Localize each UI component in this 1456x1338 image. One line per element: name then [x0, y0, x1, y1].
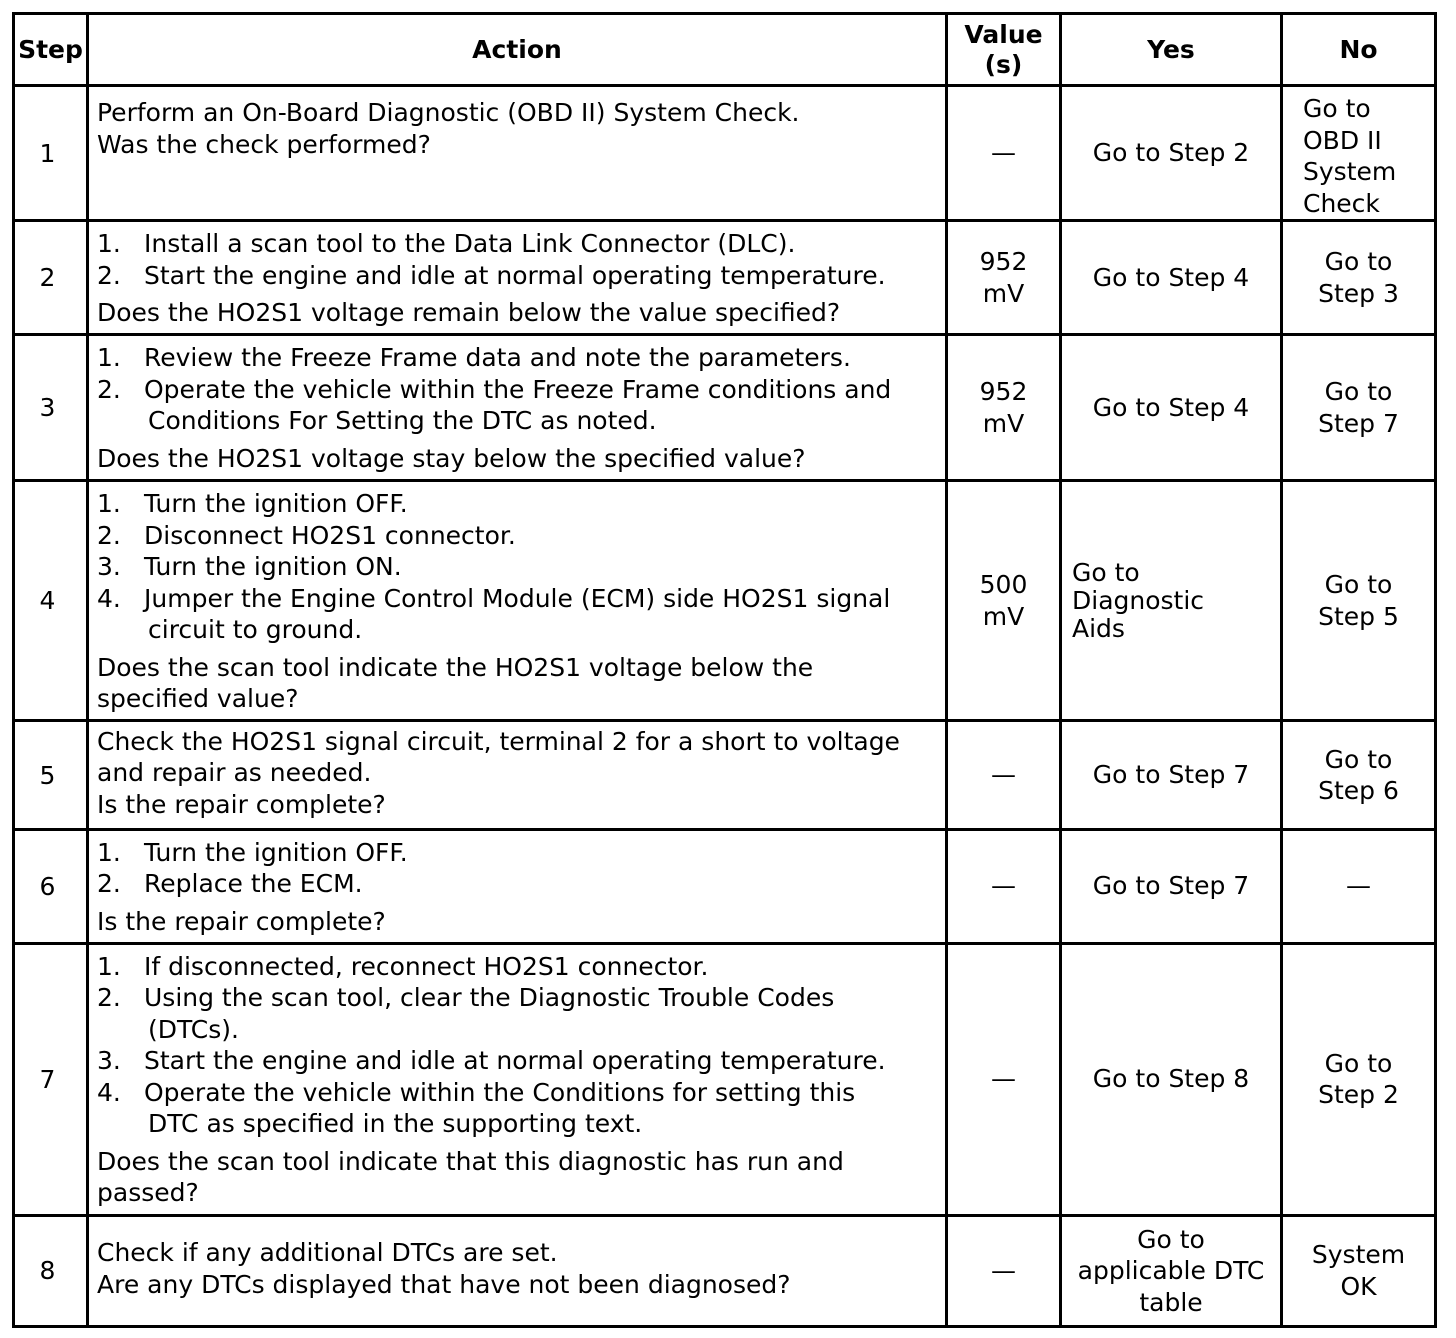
action-text: Check if any additional DTCs are set. [97, 1238, 558, 1268]
item-number: 4. [97, 1077, 121, 1107]
no-line: Go to [1303, 94, 1371, 123]
item-number: 2. [97, 520, 121, 550]
item-number: 2. [97, 869, 121, 899]
value-cell: — [947, 721, 1061, 829]
item-number: 4. [97, 583, 121, 613]
action-item [97, 1045, 937, 1077]
no-cell [1282, 721, 1436, 829]
yes-line: Aids [1072, 613, 1125, 643]
header-no: No [1282, 14, 1436, 86]
yes-line: applicable DTC [1077, 1256, 1265, 1286]
action-item [97, 951, 937, 983]
action-cell [88, 721, 947, 829]
item-text: Turn the ignition ON. [144, 552, 402, 582]
table-row [14, 481, 1436, 721]
action-cell [88, 86, 947, 221]
item-continuation: DTC as specified in the supporting text. [148, 1109, 643, 1139]
no-line: Step 3 [1318, 278, 1399, 308]
item-text: Operate the vehicle within the Freeze Frame conditions and [144, 374, 892, 404]
header-row [14, 14, 1436, 86]
item-number: 1. [97, 951, 121, 981]
no-cell: — [1282, 829, 1436, 943]
item-text: Disconnect HO2S1 connector. [144, 520, 516, 550]
value-cell [947, 221, 1061, 335]
yes-cell: Go to Step 7 [1061, 721, 1282, 829]
step-number: 7 [14, 943, 88, 1215]
item-number: 2. [97, 374, 121, 404]
table-row [14, 335, 1436, 481]
action-item [97, 260, 937, 292]
action-cell [88, 221, 947, 335]
action-question: Does the scan tool indicate that this diagnostic has run and [97, 1146, 844, 1176]
item-number: 3. [97, 1046, 121, 1076]
no-line: OK [1340, 1271, 1377, 1301]
no-line: OBD II [1303, 125, 1382, 155]
table-row [14, 829, 1436, 943]
action-item [97, 488, 937, 520]
item-text: Turn the ignition OFF. [144, 837, 408, 867]
step-number: 2 [14, 221, 88, 335]
value-cell: — [947, 829, 1061, 943]
value-number: 952 [979, 247, 1028, 277]
yes-cell [1061, 1215, 1282, 1326]
yes-line: Go to [1137, 1224, 1205, 1254]
item-text: Jumper the Engine Control Module (ECM) side HO2S1 signal [144, 583, 891, 613]
action-question: passed? [97, 1178, 199, 1208]
no-line: Step 2 [1318, 1080, 1399, 1110]
action-cell [88, 829, 947, 943]
yes-cell: Go to Step 4 [1061, 335, 1282, 481]
no-cell [1282, 943, 1436, 1215]
step-number: 8 [14, 1215, 88, 1326]
item-text: Review the Freeze Frame data and note the parameters. [144, 343, 851, 373]
action-question: Are any DTCs displayed that have not been diagnosed? [97, 1269, 791, 1299]
item-text: Start the engine and idle at normal operating temperature. [144, 260, 886, 290]
yes-line: Go to [1072, 557, 1140, 587]
value-cell: — [947, 943, 1061, 1215]
yes-line: Diagnostic [1072, 585, 1205, 615]
value-unit: mV [982, 408, 1025, 438]
value-cell [947, 335, 1061, 481]
value-cell [947, 481, 1061, 721]
table-row [14, 943, 1436, 1215]
action-item [97, 982, 937, 1014]
item-number: 1. [97, 343, 121, 373]
action-cell [88, 943, 947, 1215]
action-question: specified value? [97, 684, 299, 714]
action-item [97, 520, 937, 552]
item-text: Operate the vehicle within the Conditions for setting this [144, 1077, 856, 1107]
item-number: 3. [97, 552, 121, 582]
no-cell [1282, 221, 1436, 335]
step-number: 6 [14, 829, 88, 943]
item-text: Replace the ECM. [144, 869, 363, 899]
no-cell [1282, 335, 1436, 481]
diagnostic-table [12, 12, 1437, 1328]
item-number: 2. [97, 983, 121, 1013]
item-text: Turn the ignition OFF. [144, 489, 408, 519]
table-row [14, 1215, 1436, 1326]
table-row [14, 721, 1436, 829]
action-item [97, 583, 937, 615]
no-line: Go to [1324, 247, 1393, 277]
header-value [947, 14, 1061, 86]
action-question: Is the repair complete? [97, 906, 386, 936]
action-question: Was the check performed? [97, 129, 431, 159]
step-number: 1 [14, 86, 88, 221]
action-text: Check the HO2S1 signal circuit, terminal 2 for a short to voltage [97, 726, 900, 756]
value-unit: mV [982, 601, 1025, 631]
yes-cell: Go to Step 7 [1061, 829, 1282, 943]
no-line: Go to [1324, 570, 1393, 600]
value-unit: mV [982, 278, 1025, 308]
no-line: Go to [1324, 744, 1393, 774]
yes-cell: Go to Step 8 [1061, 943, 1282, 1215]
action-question: Is the repair complete? [97, 789, 386, 819]
item-continuation: (DTCs). [148, 1014, 239, 1044]
no-line: Check [1303, 188, 1380, 218]
no-line: System [1311, 1240, 1406, 1270]
header-step: Step [14, 14, 88, 86]
item-number: 1. [97, 489, 121, 519]
table-row [14, 86, 1436, 221]
yes-line: table [1139, 1287, 1203, 1317]
action-text: and repair as needed. [97, 758, 372, 788]
no-line: Step 5 [1318, 601, 1399, 631]
action-text: Perform an On-Board Diagnostic (OBD II) System Check. [97, 98, 800, 127]
item-continuation: circuit to ground. [148, 615, 363, 645]
no-cell [1282, 481, 1436, 721]
action-item [97, 374, 937, 406]
no-line: Step 7 [1318, 408, 1399, 438]
item-text: Start the engine and idle at normal operating temperature. [144, 1046, 886, 1076]
header-yes: Yes [1061, 14, 1282, 86]
action-cell [88, 335, 947, 481]
item-number: 1. [97, 229, 121, 259]
action-cell [88, 481, 947, 721]
action-item [97, 868, 937, 900]
yes-cell: Go to Step 4 [1061, 221, 1282, 335]
no-line: Go to [1324, 377, 1393, 407]
header-value-line2: (s) [984, 49, 1023, 79]
action-cell [88, 1215, 947, 1326]
item-text: Install a scan tool to the Data Link Connector (DLC). [144, 229, 796, 259]
action-item [97, 837, 937, 869]
value-number: 500 [979, 570, 1028, 600]
no-line: System [1303, 157, 1397, 186]
table-row [14, 221, 1436, 335]
item-text: If disconnected, reconnect HO2S1 connector. [144, 951, 709, 981]
no-line: Step 6 [1318, 776, 1399, 805]
item-text: Using the scan tool, clear the Diagnostic Trouble Codes [144, 983, 835, 1013]
value-cell: — [947, 86, 1061, 221]
action-item [97, 228, 937, 260]
action-item [97, 342, 937, 374]
header-value-line1: Value [964, 19, 1043, 49]
step-number: 3 [14, 335, 88, 481]
no-cell [1282, 86, 1436, 221]
item-number: 1. [97, 837, 121, 867]
value-cell: — [947, 1215, 1061, 1326]
yes-cell [1061, 481, 1282, 721]
action-item [97, 551, 937, 583]
item-continuation: Conditions For Setting the DTC as noted. [148, 406, 657, 436]
item-number: 2. [97, 260, 121, 290]
action-question: Does the HO2S1 voltage stay below the specified value? [97, 443, 806, 473]
value-number: 952 [979, 377, 1028, 407]
no-cell [1282, 1215, 1436, 1326]
yes-cell: Go to Step 2 [1061, 86, 1282, 221]
action-question: Does the HO2S1 voltage remain below the value specified? [97, 298, 841, 328]
action-item [97, 1077, 937, 1109]
no-line: Go to [1324, 1048, 1393, 1078]
step-number: 4 [14, 481, 88, 721]
action-question: Does the scan tool indicate the HO2S1 voltage below the [97, 652, 814, 682]
header-action: Action [88, 14, 947, 86]
step-number: 5 [14, 721, 88, 829]
